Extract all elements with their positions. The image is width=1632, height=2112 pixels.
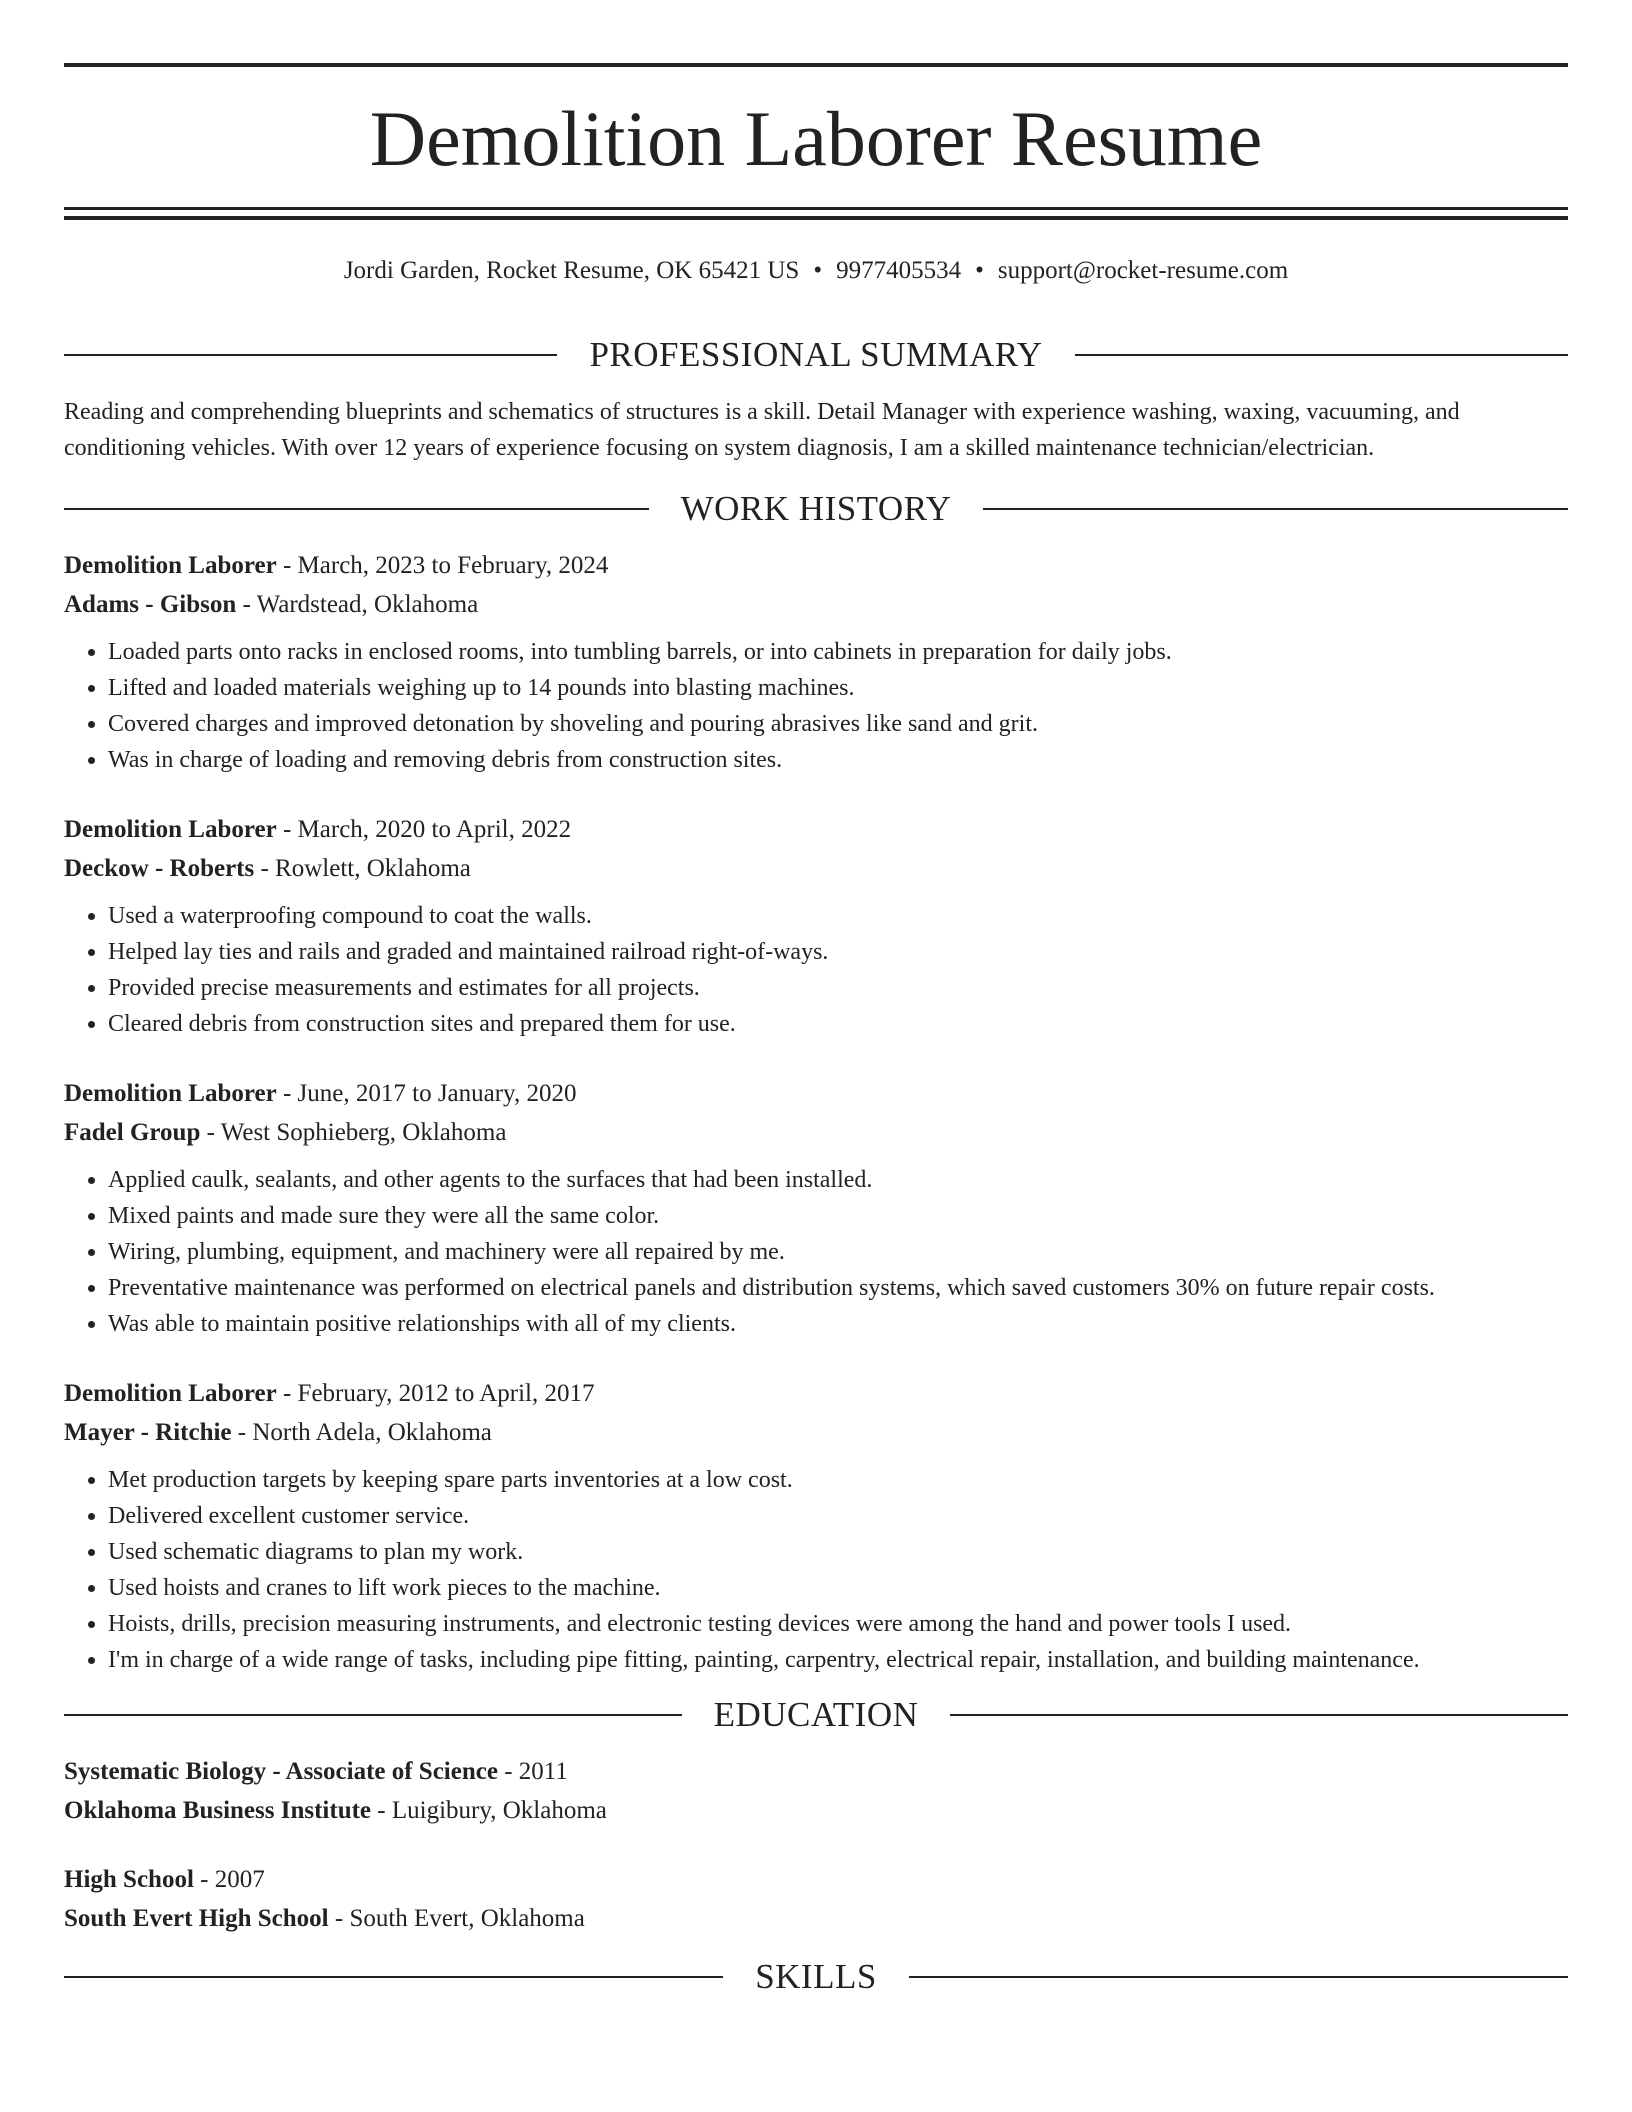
section-heading-education	[64, 1690, 1568, 1740]
job-dates: - March, 2023 to February, 2024	[276, 552, 609, 579]
section-title: PROFESSIONAL SUMMARY	[589, 335, 1043, 374]
education-degree-line	[64, 1752, 1568, 1791]
contact-email: support@rocket-resume.com	[997, 257, 1289, 284]
education-degree-line	[64, 1860, 1568, 1899]
job-title-line	[64, 1074, 1568, 1113]
job-bullet: • Mixed paints and made sure they were all the same color.	[108, 1198, 1568, 1234]
job-bullets	[64, 1462, 1568, 1678]
education-degree: High School	[64, 1866, 194, 1893]
heading-rule-left	[64, 1714, 682, 1716]
job-title: Demolition Laborer	[64, 552, 277, 579]
heading-rule-right	[909, 1976, 1568, 1978]
education-location: - Luigibury, Oklahoma	[371, 1797, 607, 1824]
job-bullet: • Wiring, plumbing, equipment, and machinery were all repaired by me.	[108, 1234, 1568, 1270]
job-location: - Wardstead, Oklahoma	[236, 591, 479, 618]
section-title: WORK HISTORY	[680, 489, 952, 528]
job-title-line	[64, 1374, 1568, 1413]
job-company-line	[64, 585, 1568, 624]
job-location: - West Sophieberg, Oklahoma	[200, 1119, 507, 1146]
resume-content	[64, 330, 1568, 2002]
job-bullet: • Hoists, drills, precision measuring instruments, and electronic testing devices were among the hand and power tools I used.	[108, 1606, 1568, 1642]
contact-line	[64, 254, 1568, 288]
job-company: Fadel Group	[64, 1119, 201, 1146]
education-school: Oklahoma Business Institute	[64, 1797, 372, 1824]
top-rule	[64, 63, 1568, 67]
job-company: Deckow - Roberts	[64, 855, 255, 882]
job-bullet: • Was in charge of loading and removing debris from construction sites.	[108, 742, 1568, 778]
job-title: Demolition Laborer	[64, 1380, 277, 1407]
heading-rule-left	[64, 1976, 723, 1978]
job-bullet: • Cleared debris from construction sites and prepared them for use.	[108, 1006, 1568, 1042]
job-dates: - March, 2020 to April, 2022	[276, 816, 572, 843]
job-title-line	[64, 546, 1568, 585]
education-list	[64, 1752, 1568, 1938]
education-year: - 2007	[193, 1866, 265, 1893]
job-bullets	[64, 634, 1568, 778]
contact-separator: •	[813, 257, 823, 284]
job-entry	[64, 810, 1568, 1042]
job-bullet: • Delivered excellent customer service.	[108, 1498, 1568, 1534]
job-title: Demolition Laborer	[64, 1080, 277, 1107]
education-school-line	[64, 1899, 1568, 1938]
job-bullet: • Used schematic diagrams to plan my work.	[108, 1534, 1568, 1570]
title-double-rule	[64, 207, 1568, 220]
education-location: - South Evert, Oklahoma	[328, 1905, 585, 1932]
education-school-line	[64, 1791, 1568, 1830]
job-dates: - February, 2012 to April, 2017	[276, 1380, 595, 1407]
work-history-list	[64, 546, 1568, 1678]
education-entry	[64, 1860, 1568, 1938]
section-heading-work-history	[64, 484, 1568, 534]
job-company: Adams - Gibson	[64, 591, 237, 618]
job-bullet: • Used a waterproofing compound to coat the walls.	[108, 898, 1568, 934]
job-bullet: • I'm in charge of a wide range of tasks, including pipe fitting, painting, carpentry, electrical repair, installation, and building maintenance.	[108, 1642, 1568, 1678]
heading-rule-left	[64, 354, 557, 356]
education-degree: Systematic Biology - Associate of Science	[64, 1758, 498, 1785]
job-title: Demolition Laborer	[64, 816, 277, 843]
job-bullet: • Covered charges and improved detonation by shoveling and pouring abrasives like sand and grit.	[108, 706, 1568, 742]
job-company: Mayer - Ritchie	[64, 1419, 232, 1446]
job-entry	[64, 1074, 1568, 1342]
job-bullet: • Used hoists and cranes to lift work pieces to the machine.	[108, 1570, 1568, 1606]
job-title-line	[64, 810, 1568, 849]
education-entry	[64, 1752, 1568, 1830]
job-entry	[64, 546, 1568, 778]
section-heading-summary	[64, 330, 1568, 380]
heading-rule-left	[64, 508, 649, 510]
section-title: EDUCATION	[713, 1695, 919, 1734]
job-location: - North Adela, Oklahoma	[231, 1419, 492, 1446]
job-company-line	[64, 1413, 1568, 1452]
resume-title: Demolition Laborer Resume	[369, 95, 1263, 182]
job-bullet: • Loaded parts onto racks in enclosed rooms, into tumbling barrels, or into cabinets in preparation for daily jobs.	[108, 634, 1568, 670]
job-bullet: • Preventative maintenance was performed on electrical panels and distribution systems, which saved customers 30% on future repair costs.	[108, 1270, 1568, 1306]
job-bullet: • Lifted and loaded materials weighing up to 14 pounds into blasting machines.	[108, 670, 1568, 706]
job-bullet: • Applied caulk, sealants, and other agents to the surfaces that had been installed.	[108, 1162, 1568, 1198]
job-entry	[64, 1374, 1568, 1678]
contact-address: Jordi Garden, Rocket Resume, OK 65421 US	[343, 257, 800, 284]
education-year: - 2011	[497, 1758, 568, 1785]
job-bullet: • Met production targets by keeping spare parts inventories at a low cost.	[108, 1462, 1568, 1498]
job-bullet: • Provided precise measurements and estimates for all projects.	[108, 970, 1568, 1006]
job-bullets	[64, 1162, 1568, 1342]
summary-text: Reading and comprehending blueprints and schematics of structures is a skill. Detail Manager with experience washing, waxing, vacuuming, and conditioning vehicles. With over 12 years of experience focusing on system diagnosis, I am a skilled maintenance technician/electrician.	[64, 399, 1460, 461]
contact-phone: 9977405534	[836, 257, 962, 284]
heading-rule-right	[1075, 354, 1568, 356]
job-bullets	[64, 898, 1568, 1042]
job-company-line	[64, 849, 1568, 888]
heading-rule-right	[983, 508, 1568, 510]
heading-rule-right	[950, 1714, 1568, 1716]
job-bullet: • Helped lay ties and rails and graded and maintained railroad right-of-ways.	[108, 934, 1568, 970]
contact-separator: •	[975, 257, 984, 284]
section-heading-skills	[64, 1952, 1568, 2002]
education-school: South Evert High School	[64, 1905, 329, 1932]
job-dates: - June, 2017 to January, 2020	[276, 1080, 577, 1107]
section-title: SKILLS	[755, 1957, 877, 1996]
job-company-line	[64, 1113, 1568, 1152]
job-bullet: • Was able to maintain positive relationships with all of my clients.	[108, 1306, 1568, 1342]
job-location: - Rowlett, Oklahoma	[254, 855, 471, 882]
